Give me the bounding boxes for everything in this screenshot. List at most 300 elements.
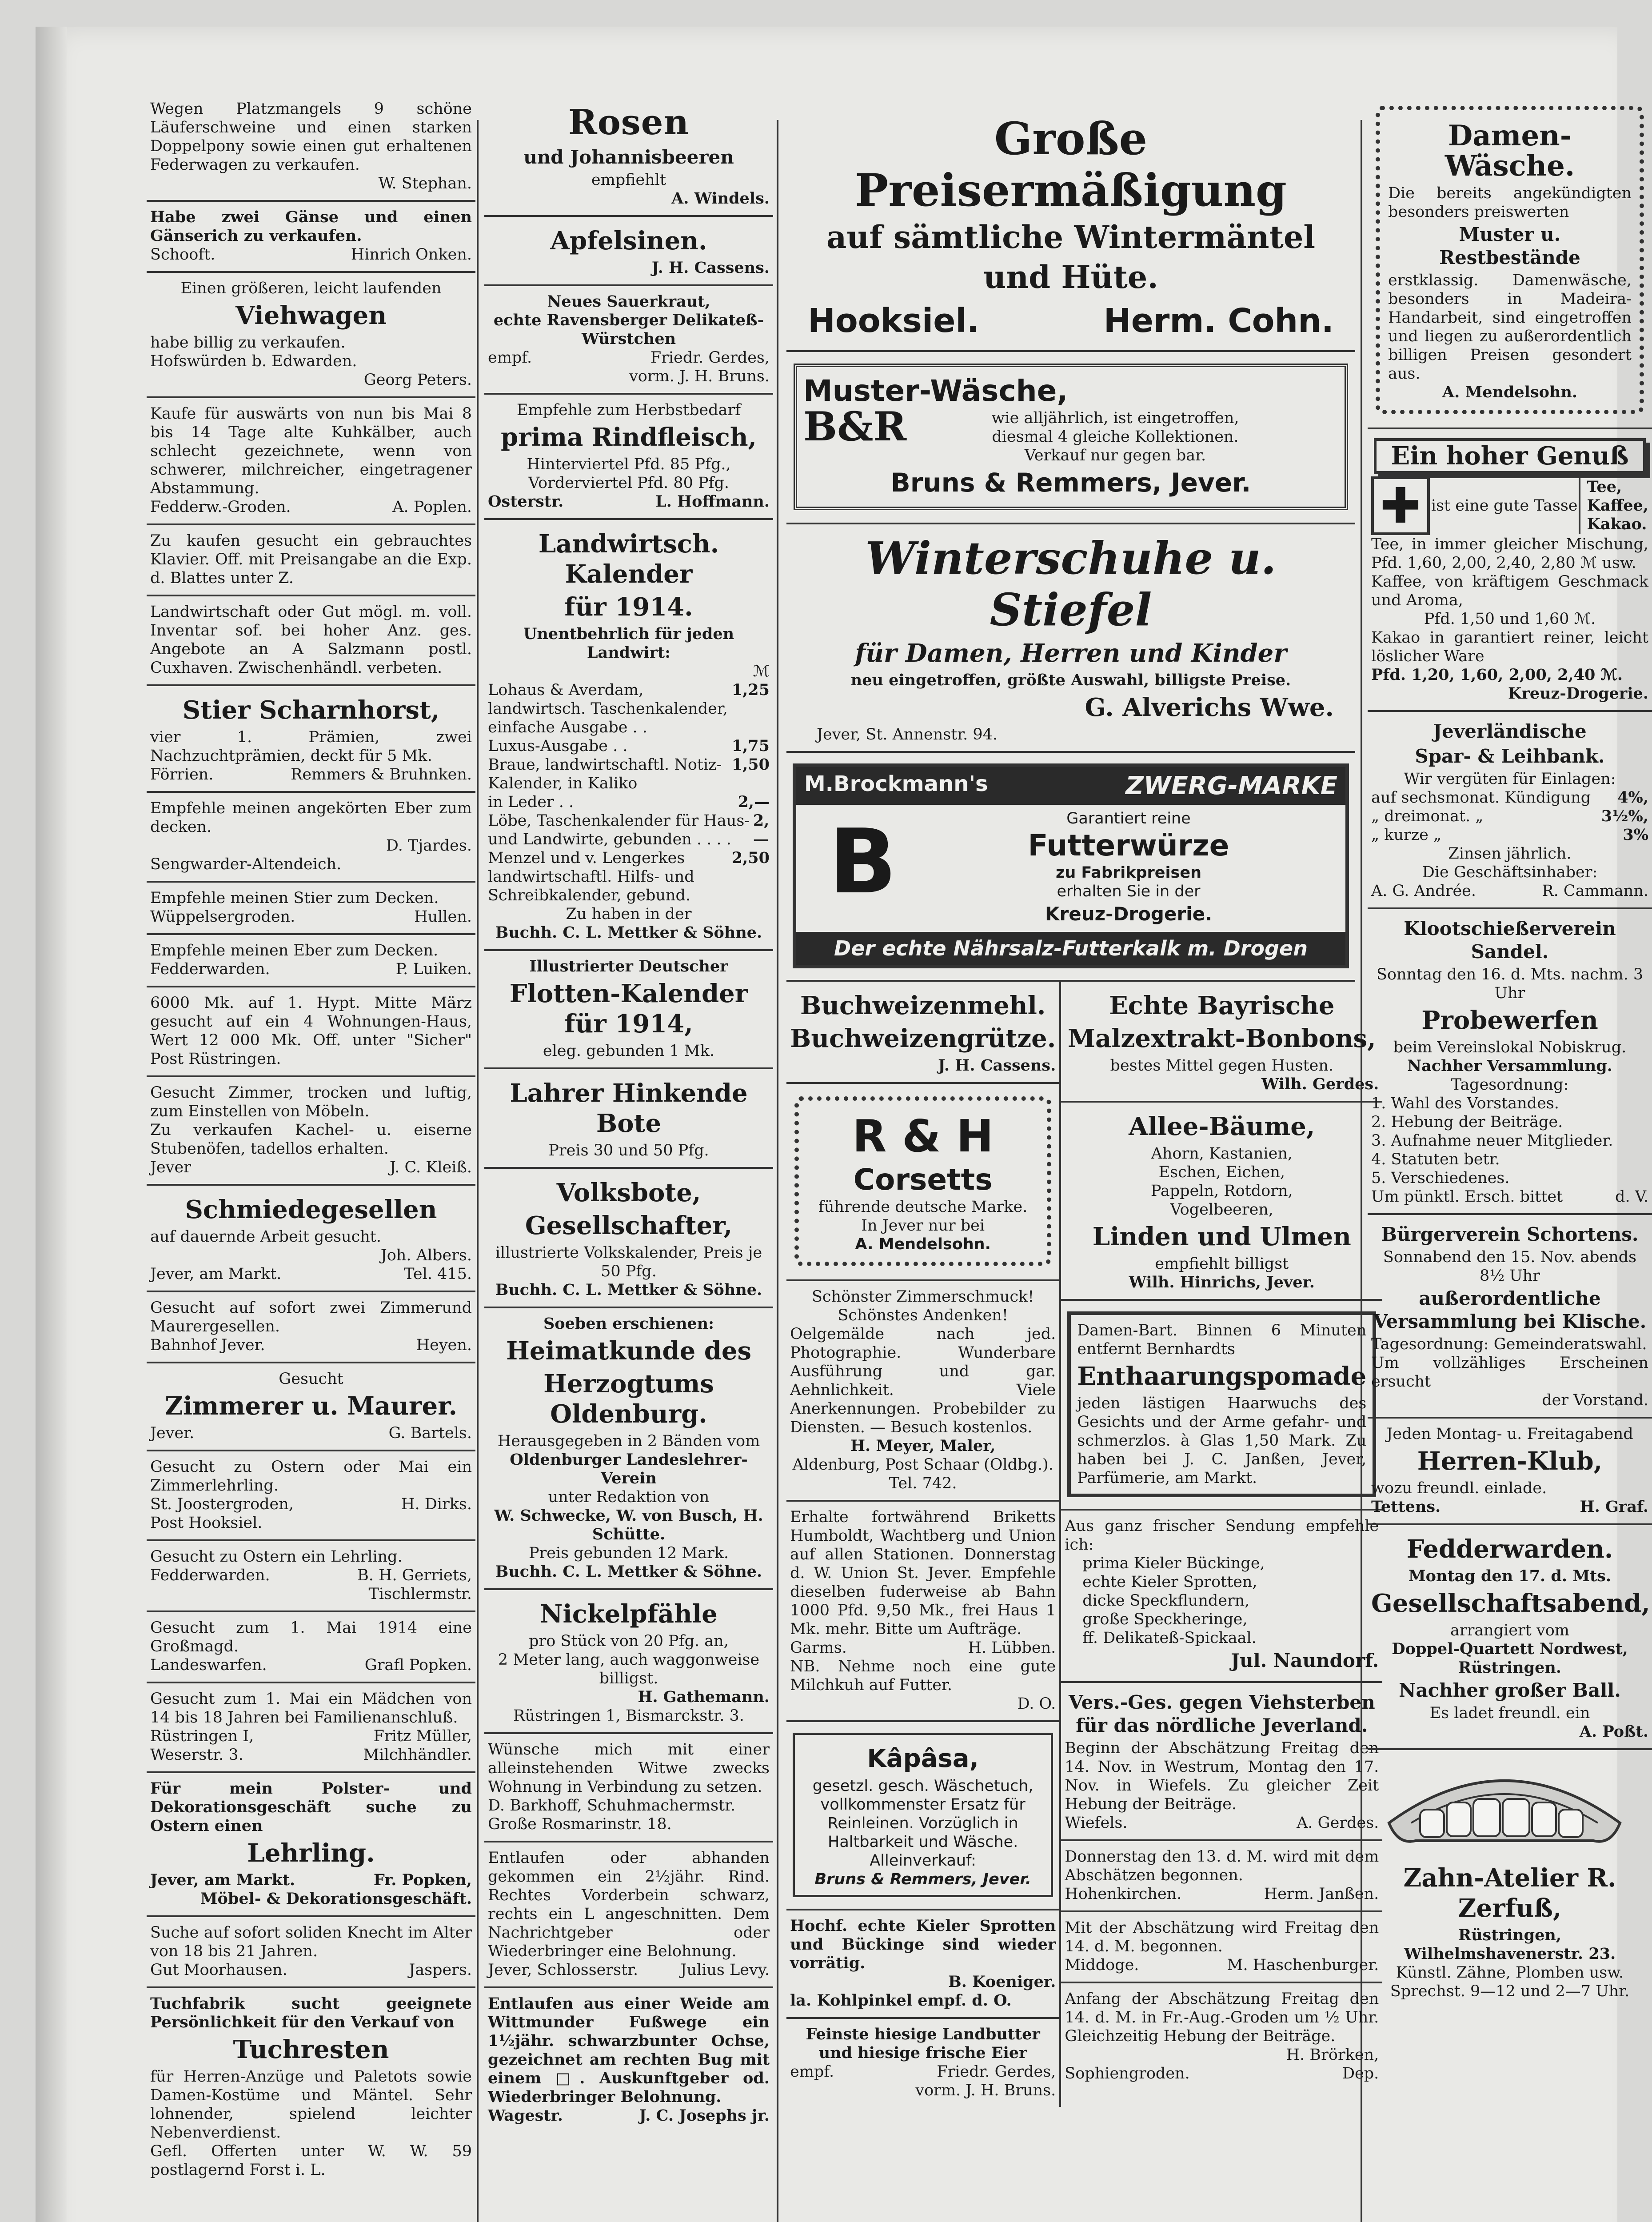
column-3-split xyxy=(786,982,1379,2107)
ad-klavier xyxy=(147,525,475,596)
ad-headline: Corsetts xyxy=(853,1163,993,1197)
ad-headline: Heimatkunde des xyxy=(506,1336,752,1366)
ad-spar-leihbank xyxy=(1368,712,1652,909)
ad-place: Hohenkirchen. xyxy=(1065,1885,1182,1903)
ad-headline: Futterwürze xyxy=(1028,828,1229,863)
agenda-item: 1. Wahl des Vorstandes. xyxy=(1371,1095,1559,1112)
ad-text: Donnerstag den 13. d. M. wird mit dem Abschätzen begonnen. xyxy=(1065,1848,1379,1884)
ad-fedderwarden-ball xyxy=(1368,1525,1652,1750)
ad-headline: für 1914. xyxy=(564,592,693,622)
ad-place: Wiefels. xyxy=(1065,1814,1128,1832)
price-value: 2,— xyxy=(753,811,770,848)
ad-subhead: für Damen, Herren und Kinder xyxy=(855,639,1287,668)
ad-text: Zinsen jährlich. xyxy=(1448,845,1572,863)
ad-place: Weserstr. 3. xyxy=(150,1746,243,1764)
ad-eber-tjardes xyxy=(147,793,475,883)
ad-signature: A. Poplen. xyxy=(392,498,472,516)
ad-headline: Nachher großer Ball. xyxy=(1399,1679,1621,1701)
rate-label: „ dreimonat. „ xyxy=(1371,807,1484,825)
ad-signature: Joh. Albers. xyxy=(380,1247,472,1264)
ad-malzextrakt xyxy=(1061,982,1382,1103)
ad-tuchreste xyxy=(147,1988,475,2186)
ad-signature: Hullen. xyxy=(414,908,472,926)
ad-text: wozu freundl. einlade. xyxy=(1371,1479,1547,1497)
ad-hypothek xyxy=(147,987,475,1077)
ad-text: Vorderviertel Pfd. 80 Pfg. xyxy=(528,474,730,492)
ad-place: Tettens. xyxy=(1371,1498,1441,1516)
rate-value: 4%, xyxy=(1617,788,1648,807)
ad-headline: Kâpâsa, xyxy=(867,1744,979,1773)
price-row xyxy=(488,737,770,755)
agenda-item: 5. Verschiedenes. xyxy=(1371,1169,1510,1187)
ad-text: neu eingetroffen, größte Auswahl, billigste Preise. xyxy=(850,671,1291,689)
rate-row xyxy=(1371,807,1648,826)
rate-value: 3% xyxy=(1623,826,1648,844)
ad-signature: Fritz Müller, xyxy=(373,1727,472,1745)
ad-text: Gesucht zu Ostern ein Lehrling. xyxy=(150,1548,403,1566)
ad-text: 6000 Mk. auf 1. Hypt. Mitte März gesucht auf ein 4 Wohnungen-Haus, Wert 12 000 Mk. Off. unter "Sicher" Post Rüstringen. xyxy=(150,994,472,1068)
ad-text: Empfehle zum Herbstbedarf xyxy=(516,401,741,419)
ad-sauerkraut xyxy=(484,286,773,395)
ad-text: Suche auf sofort soliden Knecht im Alter von 18 bis 21 Jahren. xyxy=(150,1924,472,1960)
ad-headline: Gesellschafter, xyxy=(525,1211,733,1240)
ad-text: Kaffee, xyxy=(1587,496,1648,515)
ad-viehwagen xyxy=(147,273,475,398)
ad-text: Nachher Versammlung. xyxy=(1407,1057,1612,1075)
ad-headline: Herren-Klub, xyxy=(1417,1447,1603,1476)
ad-headline: Bürgerverein Schortens. xyxy=(1381,1223,1639,1245)
ad-headline: Winterschuhe u. Stiefel xyxy=(865,532,1277,636)
ad-headline: Buchweizengrütze. xyxy=(790,1024,1056,1053)
ad-text: Erhalte fortwährend Briketts Humboldt, Wachtberg und Union auf allen Stationen. Donnerstag d. W. Union St. Jever. Empfehle dieselben fuderweise ab Bahn 1000 Pfd. 9,50 Mk., frei Haus 1 Mk. mehr. Bitte um Aufträge. xyxy=(790,1508,1056,1638)
ad-pretext: Montag den 17. d. Mts. xyxy=(1408,1567,1612,1585)
ad-headline: Klootschießerverein Sandel. xyxy=(1404,918,1616,963)
ad-mark: ZWERG-MARKE xyxy=(1125,771,1337,800)
ad-brand: M.Brockmann's xyxy=(804,771,988,796)
ad-signature: H. Meyer, Maler, xyxy=(850,1437,996,1455)
ad-headline: Muster u. Restbestände xyxy=(1439,224,1580,268)
ad-text: Kakao in garantiert reiner, leicht löslicher Ware xyxy=(1371,629,1648,665)
ad-klootschiesser xyxy=(1368,909,1652,1215)
ad-phone: Tel. 415. xyxy=(404,1265,472,1283)
rate-label: auf sechsmonat. Kündigung xyxy=(1371,789,1591,807)
ad-text: empfiehlt xyxy=(591,171,666,189)
ad-text: Habe zwei Gänse und einen Gänserich zu verkaufen. xyxy=(150,208,472,245)
ad-pretext: Gesucht xyxy=(279,1370,343,1388)
ad-headline: Allee-Bäume, xyxy=(1129,1112,1315,1141)
ad-signature: B. Koeniger. xyxy=(948,1973,1056,1991)
ad-ochse-entlaufen xyxy=(484,1988,773,2132)
ad-signature: Grafl Popken. xyxy=(364,1656,472,1674)
ad-signature: Herm. Janßen. xyxy=(1264,1885,1379,1903)
ad-text: diesmal 4 gleiche Kollektionen. xyxy=(992,428,1239,446)
price-row xyxy=(488,755,770,793)
rate-row xyxy=(1371,826,1648,844)
ad-signature: A. Gerdes. xyxy=(1297,1814,1379,1832)
ad-place: Schooft. xyxy=(150,246,215,264)
ad-signature: Julius Levy. xyxy=(680,1961,770,1979)
ad-signature: Buchh. C. L. Mettker & Söhne. xyxy=(495,1563,762,1581)
price-value: 1,25 xyxy=(731,681,770,699)
ad-place: Hooksiel. xyxy=(808,302,979,340)
ad-headline: Viehwagen xyxy=(235,301,387,330)
price-value: 2,50 xyxy=(731,849,770,867)
ad-text: Tuchfabrik sucht geeignete Persönlichkeit für den Verkauf von xyxy=(150,1994,472,2031)
ad-place: St. Joostergroden, xyxy=(150,1495,294,1513)
ad-signature: Buchh. C. L. Mettker & Söhne. xyxy=(495,1281,762,1299)
ad-signature: B. H. Gerriets, xyxy=(357,1567,472,1584)
ad-text: unter Redaktion von xyxy=(548,1488,710,1506)
ad-headline: außerordentliche Versammlung bei Klische. xyxy=(1373,1287,1647,1332)
ad-headline: Echte Bayrische xyxy=(1109,991,1335,1020)
ad-signature: d. V. xyxy=(1615,1188,1648,1206)
ad-text: Zu kaufen gesucht ein gebrauchtes Klavier. Off. mit Preisangabe an die Exp. d. Blattes unter Z. xyxy=(150,532,472,587)
ad-signature: R. Cammann. xyxy=(1542,882,1648,900)
ad-text: Gefl. Offerten unter W. W. 59 postlagernd Forst i. L. xyxy=(150,2142,472,2179)
ad-text: Wegen Platzmangels 9 schöne Läuferschweine und einen starken Doppelpony sowie einen gut erhaltenen Federwagen zu verkaufen. xyxy=(150,100,472,174)
ad-headline: Tuchresten xyxy=(233,2035,389,2064)
ad-signature: P. Luiken. xyxy=(395,960,472,978)
ad-place: Jever. xyxy=(150,1424,195,1442)
ad-kieler-sprotten xyxy=(786,1910,1059,2019)
ad-text: Sonntag den 16. d. Mts. nachm. 3 Uhr xyxy=(1376,966,1644,1002)
ad-damen-waesche xyxy=(1368,93,1652,429)
ad-lahrer-bote xyxy=(484,1069,773,1169)
ad-witwe xyxy=(484,1734,773,1842)
ad-zimmerer-maurer xyxy=(147,1363,475,1451)
agenda-list xyxy=(1371,1094,1648,1187)
ad-text: beim Vereinslokal Nobiskrug. xyxy=(1393,1039,1627,1056)
list-item: prima Kieler Bückinge, xyxy=(1082,1555,1265,1572)
ad-text: arrangiert vom xyxy=(1450,1622,1569,1639)
ad-text: Feinste hiesige Landbutter und hiesige frische Eier xyxy=(806,2025,1040,2062)
ad-headline: Spar- & Leihbank. xyxy=(1415,745,1605,767)
agenda-item: 4. Statuten betr. xyxy=(1371,1151,1500,1168)
price-value: 2,— xyxy=(738,793,770,811)
ad-place: Gut Moorhausen. xyxy=(150,1961,287,1979)
ad-signature: A. Mendelsohn. xyxy=(855,1235,991,1253)
ad-signature: Dep. xyxy=(1342,2065,1379,2082)
ad-text: Um vollzähliges Erscheinen ersucht xyxy=(1371,1354,1648,1391)
ad-text: Gesucht auf sofort zwei Zimmerund Maurergesellen. xyxy=(150,1299,472,1335)
ad-signature: Jul. Naundorf. xyxy=(1231,1650,1379,1671)
rate-label: „ kurze „ xyxy=(1371,826,1442,844)
ad-place: Landeswarfen. xyxy=(150,1656,267,1674)
ad-text: empfiehlt billigst xyxy=(1155,1255,1289,1273)
ad-text: In Jever nur bei xyxy=(861,1217,985,1235)
ad-text: Vogelbeeren, xyxy=(1170,1201,1273,1219)
ad-text: Tagesordnung: Gemeinderatswahl. xyxy=(1371,1335,1647,1353)
ad-text: gesetzl. gesch. Wäschetuch, xyxy=(812,1777,1033,1795)
ad-text: NB. Nehme noch eine gute Milchkuh auf Futter. xyxy=(790,1658,1056,1694)
ad-text: pro Stück von 20 Pfg. an, xyxy=(529,1632,729,1650)
ad-flotten-kalender xyxy=(484,951,773,1069)
ad-subhead: und Johannisbeeren xyxy=(523,146,734,168)
ad-signature: W. Stephan. xyxy=(378,175,472,192)
ad-headline: Lehrling. xyxy=(247,1838,375,1868)
ad-apfelsinen xyxy=(484,217,773,286)
ad-text: ist eine gute Tasse xyxy=(1431,497,1578,515)
ad-headline: Buchweizenmehl. xyxy=(800,991,1046,1020)
ad-place: Rüstringen 1, Bismarckstr. 3. xyxy=(513,1707,744,1725)
ad-text: Kakao. xyxy=(1587,515,1647,533)
ad-signature: G. Alverichs Wwe. xyxy=(1085,693,1334,722)
ad-lehrling-gerriets xyxy=(147,1541,475,1612)
ad-place: Post Hooksiel. xyxy=(150,1514,263,1532)
ad-text: Kaufe für auswärts von nun bis Mai 8 bis 14 Tage alte Kuhkälber, auch schlecht gezeichnete, wenn von schwerer, milchreicher, eingetragener Abstammung. xyxy=(150,405,472,497)
ad-text: Tee, in immer gleicher Mischung, Pfd. 1,60, 2,00, 2,40, 2,80 ℳ usw. xyxy=(1371,536,1648,572)
interest-rate-list xyxy=(1371,788,1648,844)
ad-place: Bahnhof Jever. xyxy=(150,1336,265,1354)
page-binding-shadow xyxy=(36,27,67,2222)
rate-row xyxy=(1371,788,1648,807)
ad-text: Herausgegeben in 2 Bänden vom xyxy=(497,1432,760,1450)
ad-text: Empfehle meinen Eber zum Decken. xyxy=(150,942,439,959)
ad-headline: Damen-Wäsche. xyxy=(1445,119,1575,183)
ad-text: Landwirtschaft oder Gut mögl. m. voll. Inventar sof. bei hoher Anz. ges. Angebote an A Salzmann postl. Cuxhaven. Zwischenhändl. verbeten. xyxy=(150,603,472,677)
column-4 xyxy=(1368,93,1652,2222)
ad-text: Oldenburger Landeslehrer-Verein xyxy=(510,1451,748,1487)
ad-headline: Herzogtums Oldenburg. xyxy=(543,1369,714,1429)
ad-signature: Wilh. Gerdes. xyxy=(1261,1075,1379,1093)
ad-place: Rüstringen I, xyxy=(150,1727,254,1745)
ad-text: Aus ganz frischer Sendung empfehle ich: xyxy=(1065,1517,1379,1554)
ad-text: Die Geschäftsinhaber: xyxy=(1422,863,1598,881)
list-item: ff. Delikateß-Spickaal. xyxy=(1082,1629,1257,1647)
ad-subhead: Unentbehrlich für jeden Landwirt: xyxy=(523,625,734,662)
ad-headline: Rosen xyxy=(568,102,690,143)
ad-signature: A. Mendelsohn. xyxy=(1442,383,1578,401)
ad-signature: Heyen. xyxy=(416,1336,472,1354)
ad-preisermaessigung xyxy=(786,93,1355,352)
ad-text: Verkauf nur gegen bar. xyxy=(1024,447,1206,464)
agenda-item: 2. Hebung der Beiträge. xyxy=(1371,1113,1563,1131)
ad-text: Die bereits angekündigten besonders preiswerten xyxy=(1388,184,1632,221)
ad-text: Empfehle meinen Stier zum Decken. xyxy=(150,889,439,907)
ad-text: Sprechst. 9—12 und 2—7 Uhr. xyxy=(1390,1982,1630,2000)
price-row xyxy=(488,681,770,737)
ad-headline: Muster-Wäsche, xyxy=(803,374,1068,408)
ad-text: Rüstringen, Wilhelmshavenerstr. 23. xyxy=(1404,1926,1616,1963)
ad-headline: Enthaarungspomade xyxy=(1077,1362,1367,1391)
ad-pretext: empf. xyxy=(488,349,532,367)
ad-oelgemaelde xyxy=(786,1281,1059,1502)
ad-signature: H. Brörken, xyxy=(1286,2046,1379,2064)
price-label: Menzel und v. Lengerkes landwirtschaftl. Hilfs- und Schreibkalender, gebund. xyxy=(488,849,694,904)
ad-text: Damen-Bart. Binnen 6 Minuten entfernt Bernhardts xyxy=(1077,1322,1367,1358)
ad-text: Neues Sauerkraut, xyxy=(547,292,710,311)
price-label: Luxus-Ausgabe . . xyxy=(488,737,628,755)
ad-text: Pfd. 1,20, 1,60, 2,00, 2,40 ℳ. xyxy=(1371,666,1623,684)
ad-text: Oelgemälde nach jed. Photographie. Wunderbare Ausführung und gar. Aehnlichkeit. Viele Anerkennungen. Probebilder zu Diensten. — Besuch kostenlos. xyxy=(790,1325,1056,1436)
ad-signature: Fr. Popken, xyxy=(373,1871,472,1889)
ad-headline: Volksbote, xyxy=(556,1178,701,1207)
ad-signature: H. Lübben. xyxy=(968,1639,1056,1657)
ad-signature: Kreuz-Drogerie. xyxy=(1508,684,1648,703)
ad-signature: H. Graf. xyxy=(1580,1498,1648,1516)
product-list xyxy=(1065,1554,1379,1647)
ad-enthaarung xyxy=(1061,1301,1382,1511)
currency-symbol: ℳ xyxy=(753,663,770,680)
ad-headline: Stier Scharnhorst, xyxy=(182,695,440,725)
ad-text: für Herren-Anzüge und Paletots sowie Damen-Kostüme und Mäntel. Sehr lohnender, spielend leichter Nebenverdienst. xyxy=(150,2068,472,2142)
ad-zimmer-kachelofen xyxy=(147,1077,475,1186)
ad-headline: Apfelsinen. xyxy=(550,226,707,256)
ad-headline: prima Rindfleisch, xyxy=(500,423,757,452)
ad-place: Jever, St. Annenstr. 94. xyxy=(817,726,998,743)
ad-text: Preis 30 und 50 Pfg. xyxy=(548,1142,709,1159)
ad-text: erstklassig. Damenwäsche, besonders in Madeira-Handarbeit, sind eingetroffen und liegen zu außerordentlich billigen Preisen gesondert aus. xyxy=(1388,272,1632,383)
ad-text: Entlaufen aus einer Weide am Wittmunder Fußwege ein 1½jähr. schwarzbunter Ochse, gezeichnet am rechten Bug mit einem □. Auskunftgeber od. Wiederbringer Belohnung. xyxy=(488,1994,770,2106)
price-label: Löbe, Taschenkalender für Haus- und Landwirte, gebunden . . . . xyxy=(488,812,750,848)
price-list xyxy=(488,681,770,905)
ad-text: bestes Mittel gegen Husten. xyxy=(1110,1057,1334,1075)
ad-muster-waesche xyxy=(786,352,1355,524)
ad-phone: Tel. 742. xyxy=(889,1475,957,1492)
ad-text: echte Ravensberger Delikateß-Würstchen xyxy=(493,311,764,348)
column-rule xyxy=(477,120,479,2222)
ad-text: Gesucht zum 1. Mai ein Mädchen von 14 bis 18 Jahren bei Familienanschluß. xyxy=(150,1690,472,1726)
column-3-left xyxy=(786,982,1059,2107)
ad-text: Pappeln, Rotdorn, xyxy=(1150,1182,1293,1200)
ad-place: Fedderw.-Groden. xyxy=(150,498,291,516)
ad-subhead: auf sämtliche Wintermäntel xyxy=(826,219,1315,256)
ad-text: habe billig zu verkaufen. xyxy=(150,334,346,352)
ad-kuhkaelber xyxy=(147,398,475,525)
list-item: dicke Speckflundern, xyxy=(1082,1592,1250,1610)
price-row xyxy=(488,849,770,905)
ad-landwirtschaft xyxy=(147,596,475,686)
price-row xyxy=(488,793,770,811)
ad-place: Wüppelsergroden. xyxy=(150,908,295,926)
ad-place: Osterstr. xyxy=(488,492,564,511)
ad-signature: J. C. Kleiß. xyxy=(389,1159,472,1176)
ad-heimatkunde xyxy=(484,1308,773,1590)
ad-text: Eschen, Eichen, xyxy=(1158,1163,1285,1181)
ad-signature: Bruns & Remmers, Jever. xyxy=(814,1870,1031,1888)
ad-signature: Herm. Cohn. xyxy=(1103,302,1334,340)
ad-text: Schönster Zimmerschmuck! xyxy=(811,1288,1034,1306)
ad-headline: Fedderwarden. xyxy=(1406,1535,1613,1564)
ad-text: wie alljährlich, ist eingetroffen, xyxy=(991,409,1239,427)
ad-signature: J. C. Josephs jr. xyxy=(639,2106,770,2125)
ad-naundorf xyxy=(1061,1511,1382,1683)
ad-signature: A. Poßt. xyxy=(1579,1722,1648,1741)
ad-signature: L. Hoffmann. xyxy=(655,492,770,511)
ad-text: Doppel-Quartett Nordwest, Rüstringen. xyxy=(1392,1640,1628,1677)
ad-text: Schönstes Andenken! xyxy=(838,1307,1008,1324)
ad-signature: H. Dirks. xyxy=(401,1495,472,1513)
ad-place: Wagestr. xyxy=(488,2106,563,2125)
column-1 xyxy=(147,93,475,2222)
ad-landwirtsch-kalender xyxy=(484,520,773,951)
ad-text: Beginn der Abschätzung Freitag den 14. Nov. in Westrum, Montag den 17. Nov. in Wiefels. Zu gleicher Zeit Hebung der Beiträge. xyxy=(1065,1739,1379,1813)
price-label: in Leder . . xyxy=(488,793,574,811)
ad-pretext: Illustrierter Deutscher xyxy=(529,957,728,975)
ad-headline: Linden und Ulmen xyxy=(1092,1222,1351,1251)
ad-headline: Malzextrakt-Bonbons, xyxy=(1067,1024,1376,1053)
ad-signature: A. G. Andrée. xyxy=(1371,882,1476,900)
agenda-item: 3. Aufnahme neuer Mitglieder. xyxy=(1371,1132,1613,1150)
ad-maedchen xyxy=(147,1683,475,1773)
ad-text: Wir vergüten für Einlagen: xyxy=(1404,770,1616,788)
ad-signature: H. Gathemann. xyxy=(638,1688,770,1706)
ad-abschaetzung-hohenkirchen xyxy=(1061,1841,1382,1912)
ad-eber-luiken xyxy=(147,935,475,987)
ad-signature: Friedr. Gerdes, xyxy=(937,2063,1056,2081)
ad-text: Ahorn, Kastanien, xyxy=(1151,1145,1293,1163)
ad-text: auf dauernde Arbeit gesucht. xyxy=(150,1228,381,1246)
ad-nickelpfaehle xyxy=(484,1590,773,1734)
ad-place: Förrien. xyxy=(150,766,214,783)
ad-signature: Möbel- & Dekorationsgeschäft. xyxy=(200,1890,472,1908)
ad-headline: Vers.-Ges. gegen Viehsterben für das nördliche Jeverland. xyxy=(1068,1691,1375,1736)
ad-buchweizen xyxy=(786,982,1059,1084)
ad-signature: Buchh. C. L. Mettker & Söhne. xyxy=(495,923,762,942)
ad-signature: Friedr. Gerdes, xyxy=(650,349,770,367)
ad-place: Jever, Schlosserstr. xyxy=(488,1961,638,1979)
ad-text: Entlaufen oder abhanden gekommen ein 2½jähr. Rind. Rechtes Vorderbein schwarz, rechts ein L angeschnitten. Dem Nachrichtgeber oder Wiederbringer eine Belohnung. xyxy=(488,1849,770,1960)
ad-signature: vorm. J. H. Bruns. xyxy=(915,2082,1056,2099)
ad-signature: Remmers & Bruhnken. xyxy=(291,766,472,783)
ad-headline: Jeverländische xyxy=(1433,720,1587,742)
ad-text: zu Fabrikpreisen xyxy=(1055,864,1202,882)
ad-text: Gesucht zum 1. Mai 1914 eine Großmagd. xyxy=(150,1619,472,1655)
ad-headline: Schmiedegesellen xyxy=(185,1195,437,1224)
ad-text: Für mein Polster- und Dekorationsgeschäft suche zu Ostern einen xyxy=(150,1779,472,1835)
ad-rindfleisch xyxy=(484,395,773,520)
price-value: 1,75 xyxy=(731,737,770,755)
ad-place: Sengwarder-Altendeich. xyxy=(150,855,342,873)
ad-signature: J. H. Cassens. xyxy=(651,259,770,277)
ad-text: jeden lästigen Haarwuchs des Gesichts und der Arme gefahr- und schmerzlos. à Glas 1,50 Mark. Zu haben bei J. C. Janßen, Jever, Parfümerie, am Markt. xyxy=(1077,1395,1367,1487)
ad-allee-baeume xyxy=(1061,1103,1382,1301)
ad-zimmerlehrling xyxy=(147,1451,475,1541)
ad-signature: Bruns & Remmers, Jever. xyxy=(890,468,1251,498)
ad-place: Garms. xyxy=(790,1639,847,1657)
ad-place: Jever, am Markt. xyxy=(150,1265,282,1283)
ad-text: Tagesordnung: xyxy=(1451,1076,1569,1094)
column-2 xyxy=(484,93,773,2222)
ad-text: Zu verkaufen Kachel- u. eiserne Stubenöfen, tadellos erhalten. xyxy=(150,1121,472,1158)
ad-text: vier 1. Prämien, zwei Nachzuchtprämien, deckt für 5 Mk. xyxy=(150,728,472,765)
ad-text: la. Kohlpinkel empf. d. O. xyxy=(790,1991,1012,2010)
rate-value: 3½%, xyxy=(1601,807,1648,825)
ad-signature: J. H. Cassens. xyxy=(938,1056,1056,1075)
ad-price: Preis gebunden 12 Mark. xyxy=(528,1544,729,1562)
ad-headline: Probewerfen xyxy=(1421,1006,1598,1035)
ad-lehrling-popken xyxy=(147,1773,475,1917)
ad-buergerverein xyxy=(1368,1215,1652,1419)
ad-headline: Zahn-Atelier R. Zerfuß, xyxy=(1403,1863,1616,1923)
ad-place: Jever xyxy=(150,1159,191,1176)
ad-subhead: und Hüte. xyxy=(983,259,1158,296)
ad-zahn-atelier xyxy=(1368,1750,1652,2008)
ad-headline: Nickelpfähle xyxy=(540,1599,718,1629)
ad-place: Sophiengroden. xyxy=(1065,2065,1190,2082)
ad-stier-scharnhorst xyxy=(147,686,475,793)
price-label: Lohaus & Averdam, landwirtsch. Taschenkalender, einfache Ausgabe . . xyxy=(488,681,728,736)
ad-pretext: Einen größeren, leicht laufenden xyxy=(180,280,442,297)
ad-pretext: Jeden Montag- u. Freitagabend xyxy=(1386,1425,1633,1443)
ad-landbutter xyxy=(786,2019,1059,2107)
price-value: 1,50 xyxy=(731,755,770,774)
ad-headline: Flotten-Kalender für 1914, xyxy=(509,979,748,1039)
ad-text: Empfehle meinen angekörten Eber zum decken. xyxy=(150,799,472,836)
ad-place: Jever, am Markt. xyxy=(150,1871,295,1889)
price-row xyxy=(488,811,770,849)
ad-text: Garantiert reine xyxy=(1066,810,1191,827)
